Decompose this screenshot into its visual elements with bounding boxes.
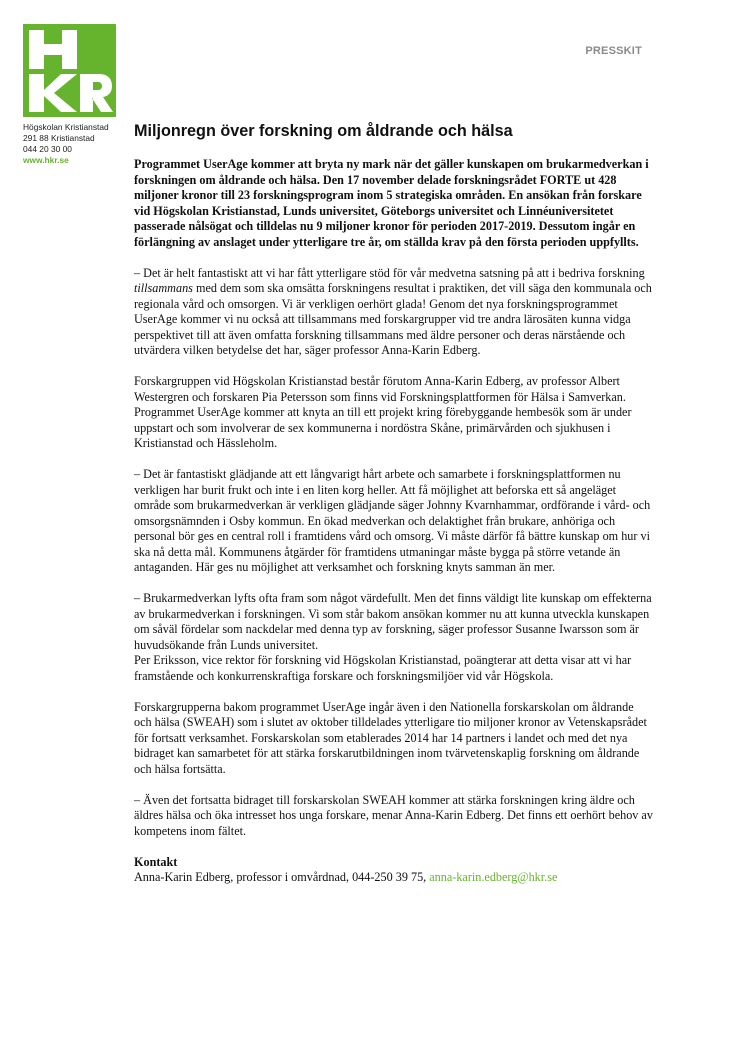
quote-sweah-paragraph: – Även det fortsatta bidraget till forskarskolan SWEAH kommer att stärka forskningen kring äldre och äldres hälsa och öka intresset hos unga forskare, menar Anna-Karin Edberg. Det finns ett oerhört behov av kompetens inom fältet. <box>134 792 653 838</box>
contact-line <box>134 870 654 886</box>
website-link[interactable]: www.hkr.se <box>23 155 69 165</box>
sweah-paragraph: Forskargrupperna bakom programmet UserAge ingår även i den Nationella forskarskolan om åldrande och hälsa (SWEAH) som i slutet av oktober tilldelades ytterligare tio miljoner kronor av Vetenskapsrådet för fortsatt verksamhet. Forskarskolan som etablerades 2014 har 14 partners i landet och med det nya bidraget kan samarbetet för att stärka forskarutbildningen inom tvärvetenskaplig forskning om åldrande och hälsa fortsätta. <box>134 699 647 776</box>
quote-edberg-emphasis: tillsammans <box>134 281 193 295</box>
eriksson-text: Per Eriksson, vice rektor för forskning vid Högskolan Kristianstad, poängterar att detta visar att vi har framstående och konkurrenskraftiga forskare och forskningsmiljöer vid vår Högskola. <box>134 653 632 683</box>
phone-number: 044 20 30 00 <box>23 144 72 154</box>
quote-iwarsson-paragraph <box>134 591 654 684</box>
article-body <box>134 157 654 886</box>
hkr-logo-mark <box>23 24 116 117</box>
quote-kvarnhammar-paragraph: – Det är fantastiskt glädjande att ett långvarigt hårt arbete och samarbete i forskningsplattformen nu verkligen har burit frukt och inte i en liten korg heller. Att få möjlighet att beforska ett så angeläget område som brukarmedverkan är verkligen glädjande säger Johnny Kvarnhammar, ordförande i vård- och omsorgsnämnden i Osby kommun. En ökad medverkan och delaktighet från brukare, anhöriga och personal bör ges en central roll i framtidens vård och omsorg. Vi måste därför få bättre kunskap om hur vi ska nå detta mål. Kommunens åtgärder för framtidens utmaningar måste bygga på större vetande än antaganden. Här ges nu möjlighet att verksamhet och forskning knyts samman än mer. <box>134 467 651 574</box>
presskit-label: PRESSKIT <box>585 45 642 57</box>
contact-email-link[interactable]: anna-karin.edberg@hkr.se <box>429 870 558 884</box>
quote-edberg-text-1: – Det är helt fantastiskt att vi har fått ytterligare stöd för vår medvetna satsning på att i bedriva forskning <box>134 265 645 280</box>
quote-edberg-text-2: med dem som ska omsätta forskningens resultat i praktiken, det vill säga den kommunala och regionala vård och omsorgen. Vi är verkligen oerhört glada! Genom det nya forskningsprogrammet UserAge kommer vi nu också att tillsammans med forskargrupper vid tre andra lärosäten kunna vidga perspektivet till att även omfatta forskning tillsammans med äldre personer och deras närstående och utvärdera vilken betydelse det har, säger professor Anna-Karin Edberg. <box>134 281 652 357</box>
hkr-logo <box>23 24 116 117</box>
contact-heading: Kontakt <box>134 854 178 869</box>
page-title: Miljonregn över forskning om åldrande och hälsa <box>134 122 513 140</box>
quote-edberg-paragraph <box>134 266 654 359</box>
institution-name: Högskolan Kristianstad <box>23 122 109 132</box>
postal-address: 291 88 Kristianstad <box>23 133 95 143</box>
quote-iwarsson-text: – Brukarmedverkan lyfts ofta fram som något värdefullt. Men det finns väldigt lite kunskap om effekterna av brukarmedverkan i forskningen. Vi som står bakom ansökan kommer nu att kunna utveckla kunskapen om såväl fördelar som nackdelar med denna typ av forskning, säger professor Susanne Iwarsson som är huvudsökande från Lunds universitet. <box>134 591 652 652</box>
research-group-paragraph: Forskargruppen vid Högskolan Kristianstad består förutom Anna-Karin Edberg, av professor Albert Westergren och forskaren Pia Petersson som finns vid Forskningsplattformen för Hälsa i Samverkan. Programmet UserAge kommer att knyta an till ett projekt kring förebyggande hembesök som är under uppstart och som involverar de sex kommunerna i nordöstra Skåne, primärvården och sjukhusen i Kristianstad och Hässleholm. <box>134 374 632 450</box>
contact-person: Anna-Karin Edberg, professor i omvårdnad, 044-250 39 75, <box>134 870 430 884</box>
contact-section <box>134 855 654 886</box>
sender-address <box>23 122 133 166</box>
lead-paragraph: Programmet UserAge kommer att bryta ny mark när det gäller kunskapen om brukarmedverkan i forskningen om åldrande och hälsa. Den 17 november delade forskningsrådet FORTE ut 428 miljoner kronor till 23 forskningsprogram inom 5 strategiska områden. En ansökan från forskare vid Högskolan Kristianstad, Lunds universitet, Göteborgs universitet och Linnéuniversitetet passerade nålsögat och tilldelas nu 9 miljoner kronor för perioden 2017-2019. Dessutom ingår en förlängning av anslaget under ytterligare tre år, om ställda krav på den första perioden uppfyllts. <box>134 157 649 249</box>
